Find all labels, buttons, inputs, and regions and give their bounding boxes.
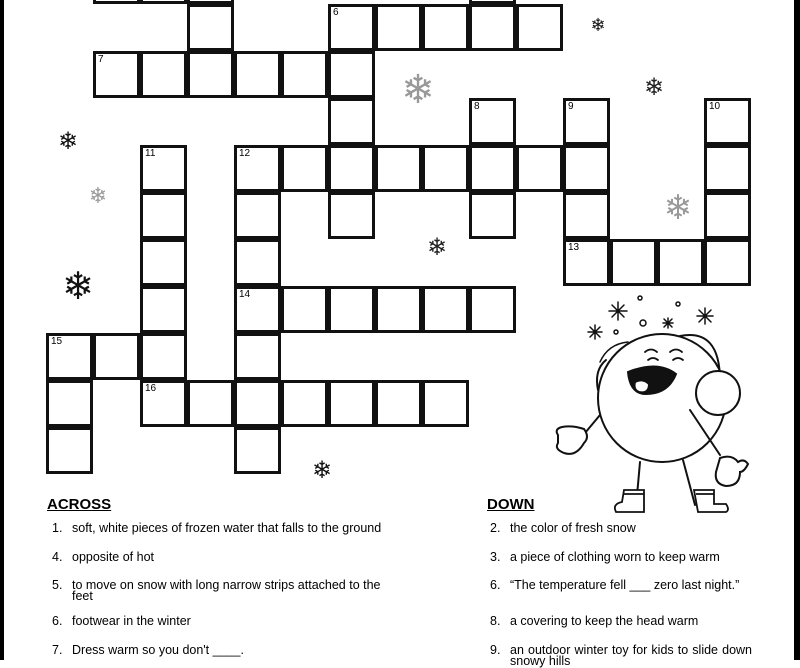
across-clue <box>52 580 392 602</box>
grid-cell[interactable] <box>375 4 422 51</box>
grid-cell[interactable] <box>704 239 751 286</box>
grid-cell[interactable] <box>281 286 328 333</box>
across-clue <box>52 645 392 656</box>
grid-cell[interactable] <box>234 51 281 98</box>
grid-cell[interactable] <box>704 145 751 192</box>
grid-cell[interactable] <box>140 239 187 286</box>
clue-number: 12 <box>239 148 251 159</box>
boots-illustration <box>612 488 732 516</box>
grid-cell[interactable] <box>610 239 657 286</box>
clue-number: 5. <box>52 578 63 592</box>
grid-cell[interactable] <box>93 51 140 98</box>
grid-cell[interactable] <box>234 333 281 380</box>
grid-cell[interactable] <box>563 192 610 239</box>
grid-cell[interactable] <box>140 286 187 333</box>
grid-cell[interactable] <box>234 145 281 192</box>
grid-cell[interactable] <box>657 239 704 286</box>
snowflake-icon: ❄ <box>426 234 448 261</box>
grid-cell[interactable] <box>187 380 234 427</box>
clue-number: 4. <box>52 550 63 564</box>
clue-text: to move on snow with long narrow strips attached to the feet <box>72 578 381 603</box>
clue-number: 6 <box>333 7 339 18</box>
grid-cell[interactable] <box>140 333 187 380</box>
grid-cell[interactable] <box>93 0 140 4</box>
grid-cell[interactable] <box>563 239 610 286</box>
grid-cell[interactable] <box>469 286 516 333</box>
snowflake-icon: ❄ <box>643 74 665 101</box>
grid-cell[interactable] <box>281 51 328 98</box>
grid-cell[interactable] <box>563 98 610 145</box>
grid-cell[interactable] <box>140 145 187 192</box>
clue-text: opposite of hot <box>72 550 155 564</box>
grid-cell[interactable] <box>234 239 281 286</box>
clue-number: 14 <box>239 289 251 300</box>
grid-cell[interactable] <box>704 98 751 145</box>
clue-text: “The temperature fell ___ zero last night.” <box>510 578 740 592</box>
clue-number: 10 <box>709 101 721 112</box>
clue-number: 9. <box>490 643 501 657</box>
clue-number: 6. <box>490 578 501 592</box>
grid-cell[interactable] <box>375 380 422 427</box>
clue-number: 6. <box>52 614 63 628</box>
grid-cell[interactable] <box>187 4 234 51</box>
down-clue <box>490 645 752 667</box>
clue-number: 11 <box>145 148 156 159</box>
grid-cell[interactable] <box>93 333 140 380</box>
grid-cell[interactable] <box>328 380 375 427</box>
snowflake-icon: ❄ <box>311 457 333 484</box>
grid-cell[interactable] <box>328 192 375 239</box>
clue-number: 8 <box>474 101 480 112</box>
clue-number: 16 <box>145 383 157 394</box>
clue-number: 9 <box>568 101 574 112</box>
grid-cell[interactable] <box>140 192 187 239</box>
grid-cell[interactable] <box>328 4 375 51</box>
grid-cell[interactable] <box>469 4 516 51</box>
grid-cell[interactable] <box>328 145 375 192</box>
grid-cell[interactable] <box>422 4 469 51</box>
clue-text: Dress warm so you don't ____. <box>72 643 244 657</box>
clue-number: 13 <box>568 242 580 253</box>
snowball-character-illustration <box>540 290 780 520</box>
grid-cell[interactable] <box>516 4 563 51</box>
down-heading: DOWN <box>487 496 535 513</box>
snowflake-icon: ❄ <box>663 189 693 227</box>
grid-cell[interactable] <box>422 380 469 427</box>
grid-cell[interactable] <box>516 145 563 192</box>
clue-number: 3. <box>490 550 501 564</box>
grid-cell[interactable] <box>328 286 375 333</box>
down-clue <box>490 616 752 627</box>
clue-number: 7. <box>52 643 63 657</box>
grid-cell[interactable] <box>234 427 281 474</box>
clue-number: 7 <box>98 54 104 65</box>
grid-cell[interactable] <box>375 145 422 192</box>
grid-cell[interactable] <box>469 98 516 145</box>
grid-cell[interactable] <box>563 145 610 192</box>
clue-number: 1. <box>52 521 63 535</box>
snowflake-icon: ❄ <box>590 15 606 35</box>
clue-text: soft, white pieces of frozen water that falls to the ground <box>72 521 382 535</box>
grid-cell[interactable] <box>328 51 375 98</box>
grid-cell[interactable] <box>46 333 93 380</box>
snowflake-icon: ❄ <box>401 68 435 112</box>
grid-cell[interactable] <box>422 286 469 333</box>
down-clue <box>490 552 752 563</box>
clue-number: 8. <box>490 614 501 628</box>
snowflake-icon: ❄ <box>62 266 94 308</box>
snowflake-icon: ❄ <box>88 183 108 208</box>
grid-cell[interactable] <box>281 380 328 427</box>
sparkles <box>588 296 713 339</box>
snowflake-icon: ❄ <box>57 128 79 155</box>
clue-number: 2. <box>490 521 501 535</box>
across-clue <box>52 523 392 534</box>
down-clue <box>490 580 752 591</box>
clue-text: a piece of clothing worn to keep warm <box>510 550 720 564</box>
clue-text: a covering to keep the head warm <box>510 614 699 628</box>
grid-cell[interactable] <box>234 192 281 239</box>
clue-number: 15 <box>51 336 63 347</box>
grid-cell[interactable] <box>234 286 281 333</box>
grid-cell[interactable] <box>140 380 187 427</box>
grid-cell[interactable] <box>281 145 328 192</box>
grid-cell[interactable] <box>187 51 234 98</box>
grid-cell[interactable] <box>375 286 422 333</box>
grid-cell[interactable] <box>328 98 375 145</box>
down-clue <box>490 523 752 534</box>
grid-cell[interactable] <box>140 51 187 98</box>
clue-text: an outdoor winter toy for kids to slide down snowy hills <box>510 643 752 668</box>
across-clue <box>52 552 392 563</box>
clue-text: footwear in the winter <box>72 614 191 628</box>
grid-cell[interactable] <box>234 380 281 427</box>
grid-cell[interactable] <box>46 427 93 474</box>
grid-cell[interactable] <box>140 0 187 4</box>
across-heading: ACROSS <box>47 496 112 513</box>
clue-text: the color of fresh snow <box>510 521 636 535</box>
grid-cell[interactable] <box>469 192 516 239</box>
grid-cell[interactable] <box>46 380 93 427</box>
grid-cell[interactable] <box>469 145 516 192</box>
across-clue <box>52 616 392 627</box>
grid-cell[interactable] <box>422 145 469 192</box>
grid-cell[interactable] <box>704 192 751 239</box>
